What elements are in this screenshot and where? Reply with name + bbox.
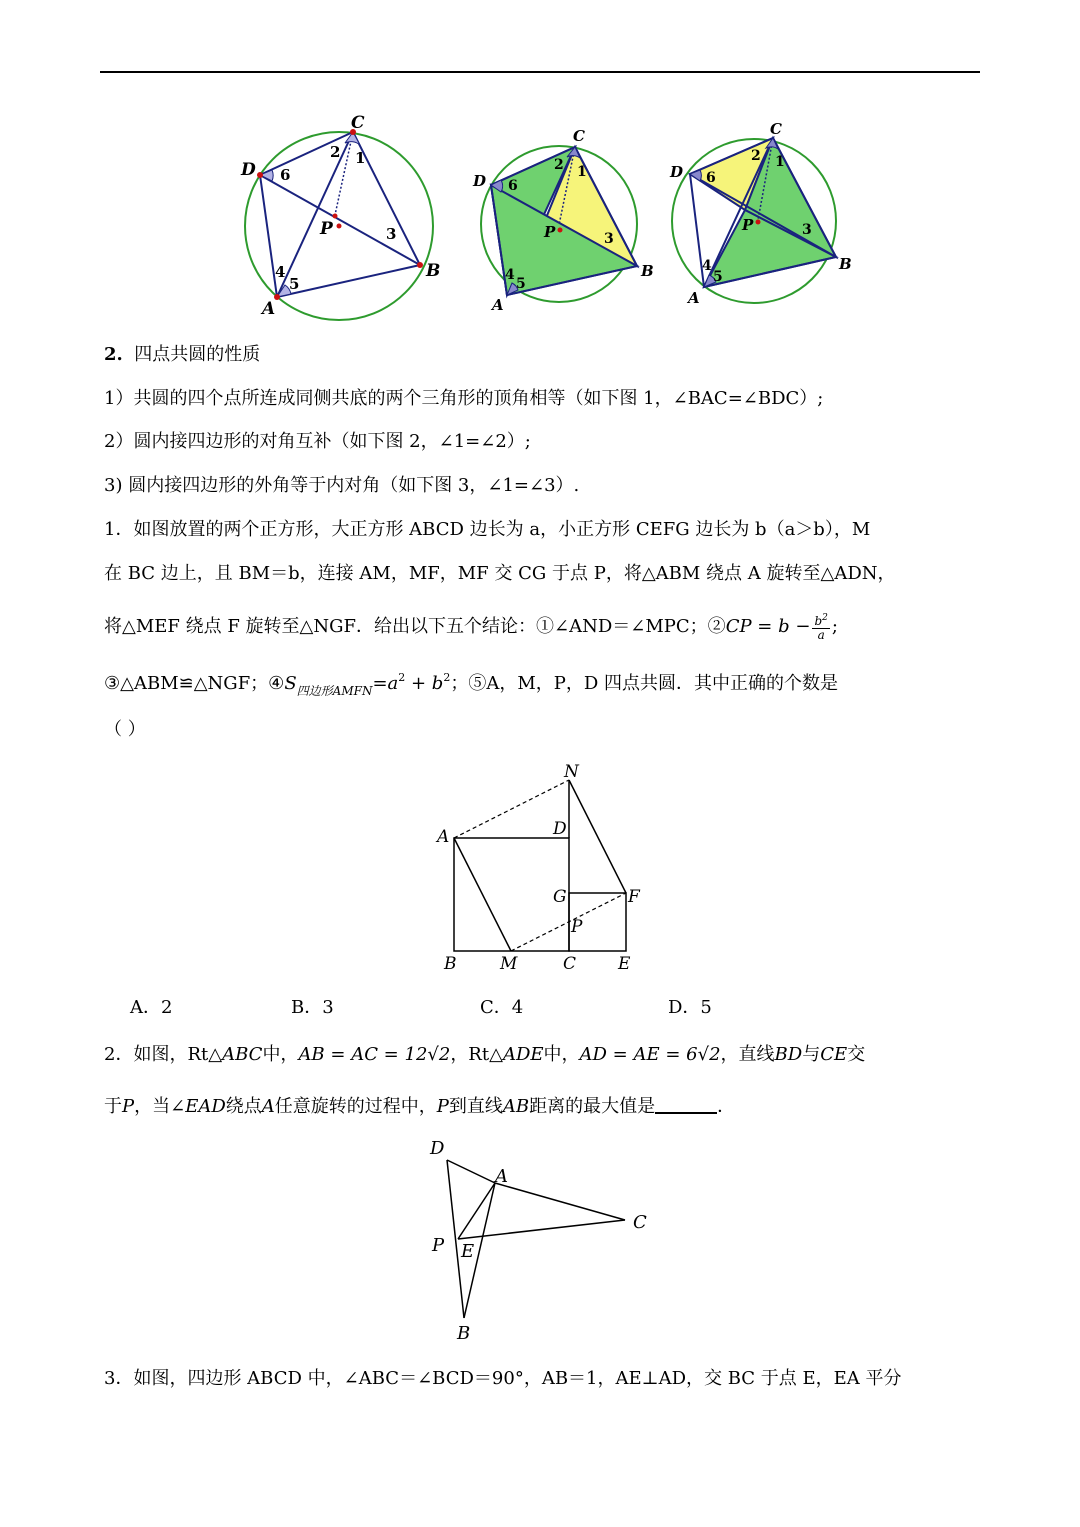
label-B: B xyxy=(444,954,457,974)
label-B: B xyxy=(426,261,440,281)
label-D: D xyxy=(430,1138,445,1159)
option-a: A．2 xyxy=(130,997,173,1018)
problem1-line4: ③△ABM≌△NGF；$④S_{四边形AMFN}=a^2 + b^2$；⑤A，M，P，D 四点共圆．其中正确的个数是 xyxy=(104,671,839,698)
label-2: 2 xyxy=(751,148,761,164)
label-C: C xyxy=(770,120,782,138)
label-P: P xyxy=(544,223,556,241)
label-A: A xyxy=(688,289,700,307)
label-3: 3 xyxy=(604,231,614,247)
triangles-figure xyxy=(420,1130,660,1345)
label-B: B xyxy=(641,262,654,280)
label-3: 3 xyxy=(802,222,812,238)
label-N: N xyxy=(564,762,579,782)
cp-formula: CP = b − xyxy=(725,616,811,637)
property-1: 1）共圆的四个点所连成同侧共底的两个三角形的顶角相等（如下图 1，∠BAC=∠BDC）; xyxy=(104,388,824,409)
problem3-line1: 3．如图，四边形 ABCD 中，∠ABC＝∠BCD＝90°，AB＝1，AE⊥AD，交 BC 于点 E，EA 平分 xyxy=(104,1368,902,1389)
problem1-line3: 将△MEF 绕点 F 旋转至△NGF．给出以下五个结论：①∠AND＝∠MPC；②CP = b − $\frac{b^2}{a}$ ; xyxy=(104,613,838,642)
section-heading xyxy=(104,343,260,367)
label-3: 3 xyxy=(386,225,397,243)
property-2: 2）圆内接四边形的对角互补（如下图 2，∠1=∠2）; xyxy=(104,431,531,452)
choice-options xyxy=(0,993,1080,1017)
label-B: B xyxy=(457,1323,471,1344)
cyclic-quad-figure-3 xyxy=(668,118,860,310)
label-4: 4 xyxy=(505,267,515,283)
label-C: C xyxy=(573,127,585,145)
squares-figure xyxy=(430,760,650,975)
problem2-line2: 于P，当∠EAD绕点A任意旋转的过程中，P到直线AB距离的最大值是 ． xyxy=(104,1096,736,1117)
label-D: D xyxy=(473,172,487,190)
label-A: A xyxy=(495,1166,508,1187)
problem2-line1: 2．如图，Rt△ABC中，AB = AC = 12√2，Rt△ADE中，AD = AE = 6√2，直线BD与CE交 xyxy=(104,1044,866,1065)
option-d: D．5 xyxy=(668,997,712,1018)
label-6: 6 xyxy=(706,170,716,186)
problem1-line1: 1．如图放置的两个正方形，大正方形 ABCD 边长为 a，小正方形 CEFG 边长为 b（a＞b），M xyxy=(104,519,871,540)
header-rule xyxy=(100,71,980,73)
label-A: A xyxy=(492,296,504,314)
label-E: E xyxy=(461,1241,475,1262)
label-5: 5 xyxy=(289,275,300,293)
label-P: P xyxy=(320,219,333,239)
section-number: 2. xyxy=(104,344,123,365)
label-D: D xyxy=(670,163,684,181)
option-b: B．3 xyxy=(291,997,334,1018)
label-1: 1 xyxy=(577,164,587,180)
problem1-line3-text: 将△MEF 绕点 F 旋转至△NGF．给出以下五个结论：①∠AND＝∠MPC；② xyxy=(104,616,726,637)
label-M: M xyxy=(500,954,518,974)
label-P: P xyxy=(742,216,754,234)
label-2: 2 xyxy=(554,157,564,173)
answer-paren: （ ） xyxy=(104,719,146,740)
label-1: 1 xyxy=(775,154,785,170)
label-6: 6 xyxy=(508,178,518,194)
property-3: 3) 圆内接四边形的外角等于内对角（如下图 3，∠1=∠3）. xyxy=(104,475,580,496)
label-4: 4 xyxy=(275,263,286,281)
label-A: A xyxy=(437,827,450,847)
label-1: 1 xyxy=(355,149,366,167)
label-6: 6 xyxy=(280,166,291,184)
section-title: 四点共圆的性质 xyxy=(134,344,261,365)
problem1-line2: 在 BC 边上，且 BM＝b，连接 AM，MF，MF 交 CG 于点 P，将△ABM 绕点 A 旋转至△ADN， xyxy=(104,563,896,584)
label-F: F xyxy=(628,887,640,907)
label-C: C xyxy=(633,1212,647,1233)
label-5: 5 xyxy=(713,269,723,285)
label-G: G xyxy=(553,887,567,907)
label-D: D xyxy=(553,819,567,839)
label-4: 4 xyxy=(702,258,712,274)
answer-blank xyxy=(655,1094,717,1114)
label-2: 2 xyxy=(330,143,341,161)
label-D: D xyxy=(241,160,256,180)
cyclic-quad-figure-1 xyxy=(240,110,440,325)
label-A: A xyxy=(262,299,276,319)
label-C: C xyxy=(351,113,365,133)
fraction: $\frac{b^2}{a}$ xyxy=(814,613,828,642)
label-E: E xyxy=(618,954,631,974)
label-5: 5 xyxy=(516,276,526,292)
label-P: P xyxy=(571,917,583,937)
option-c: C．4 xyxy=(480,997,524,1018)
cyclic-quad-figure-2 xyxy=(468,125,660,315)
label-B: B xyxy=(839,255,852,273)
label-P: P xyxy=(432,1235,445,1256)
label-C: C xyxy=(563,954,577,974)
